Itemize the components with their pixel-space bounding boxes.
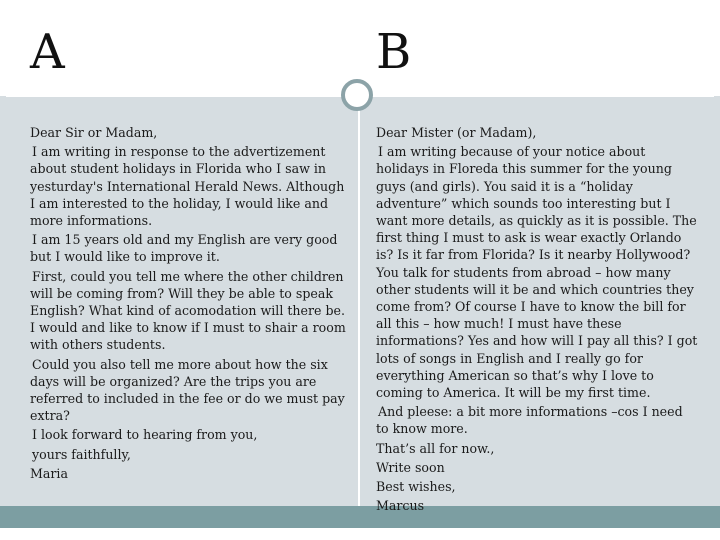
letter-b bbox=[376, 124, 698, 516]
footer-gap bbox=[0, 528, 720, 540]
letter-b-greeting: Dear Mister (or Madam), bbox=[376, 125, 537, 140]
letter-a-closing: I look forward to hearing from you, bbox=[32, 427, 258, 443]
letter-a-signoff: yours faithfully, bbox=[32, 446, 131, 462]
column-divider bbox=[358, 96, 360, 506]
letter-a-signature: Maria bbox=[30, 465, 68, 481]
letter-b-paragraph: And pleese: a bit more informations –cos I need to know more. bbox=[376, 404, 683, 437]
letter-a-paragraph: Could you also tell me more about how the six days will be organized? Are the trips you are referred to included in the fee or do we must pay extra? bbox=[30, 356, 345, 424]
letter-a bbox=[30, 124, 348, 484]
letter-b-paragraph: I am writing because of your notice about holidays in Floreda this summer for the young guys (and girls). You said it is a “holiday adventure” which sounds too interesting but I want more details, as quickly as it is possible. The first thing I must to ask is wear exactly Orlando is? Is it far from Florida? Is it nearby Hollywood? You talk for students from abroad – how many other students will it be and which countries they come from? Of course I have to know the bill for all this – how much! I must have these informations? Yes and how will I pay all this? I got lots of songs in English and I really go for everything American so that’s why I love to coming to America. It will be my first time. bbox=[376, 144, 698, 401]
column-b-title: B bbox=[376, 24, 412, 80]
letter-a-greeting: Dear Sir or Madam, bbox=[30, 125, 158, 140]
letter-b-signature: Marcus bbox=[376, 498, 425, 514]
circle-ornament bbox=[341, 79, 373, 111]
letter-b-signoff: Write soon bbox=[376, 459, 445, 475]
column-a-title: A bbox=[30, 24, 65, 80]
letter-a-paragraph: First, could you tell me where the other children will be coming from? Will they be able to speak English? What kind of acomodation will there be. I would and like to know if I must to shair a room with others students. bbox=[30, 268, 346, 353]
letter-b-closing: That’s all for now., bbox=[376, 440, 495, 456]
letter-a-paragraph: I am writing in response to the advertizement about student holidays in Florida who I saw in yesturday's International Herald News. Although I am interested to the holiday, I would like and more informations. bbox=[30, 144, 345, 229]
letter-a-paragraph: I am 15 years old and my English are very good but I would like to improve it. bbox=[30, 232, 338, 265]
letter-b-signoff: Best wishes, bbox=[376, 479, 456, 495]
